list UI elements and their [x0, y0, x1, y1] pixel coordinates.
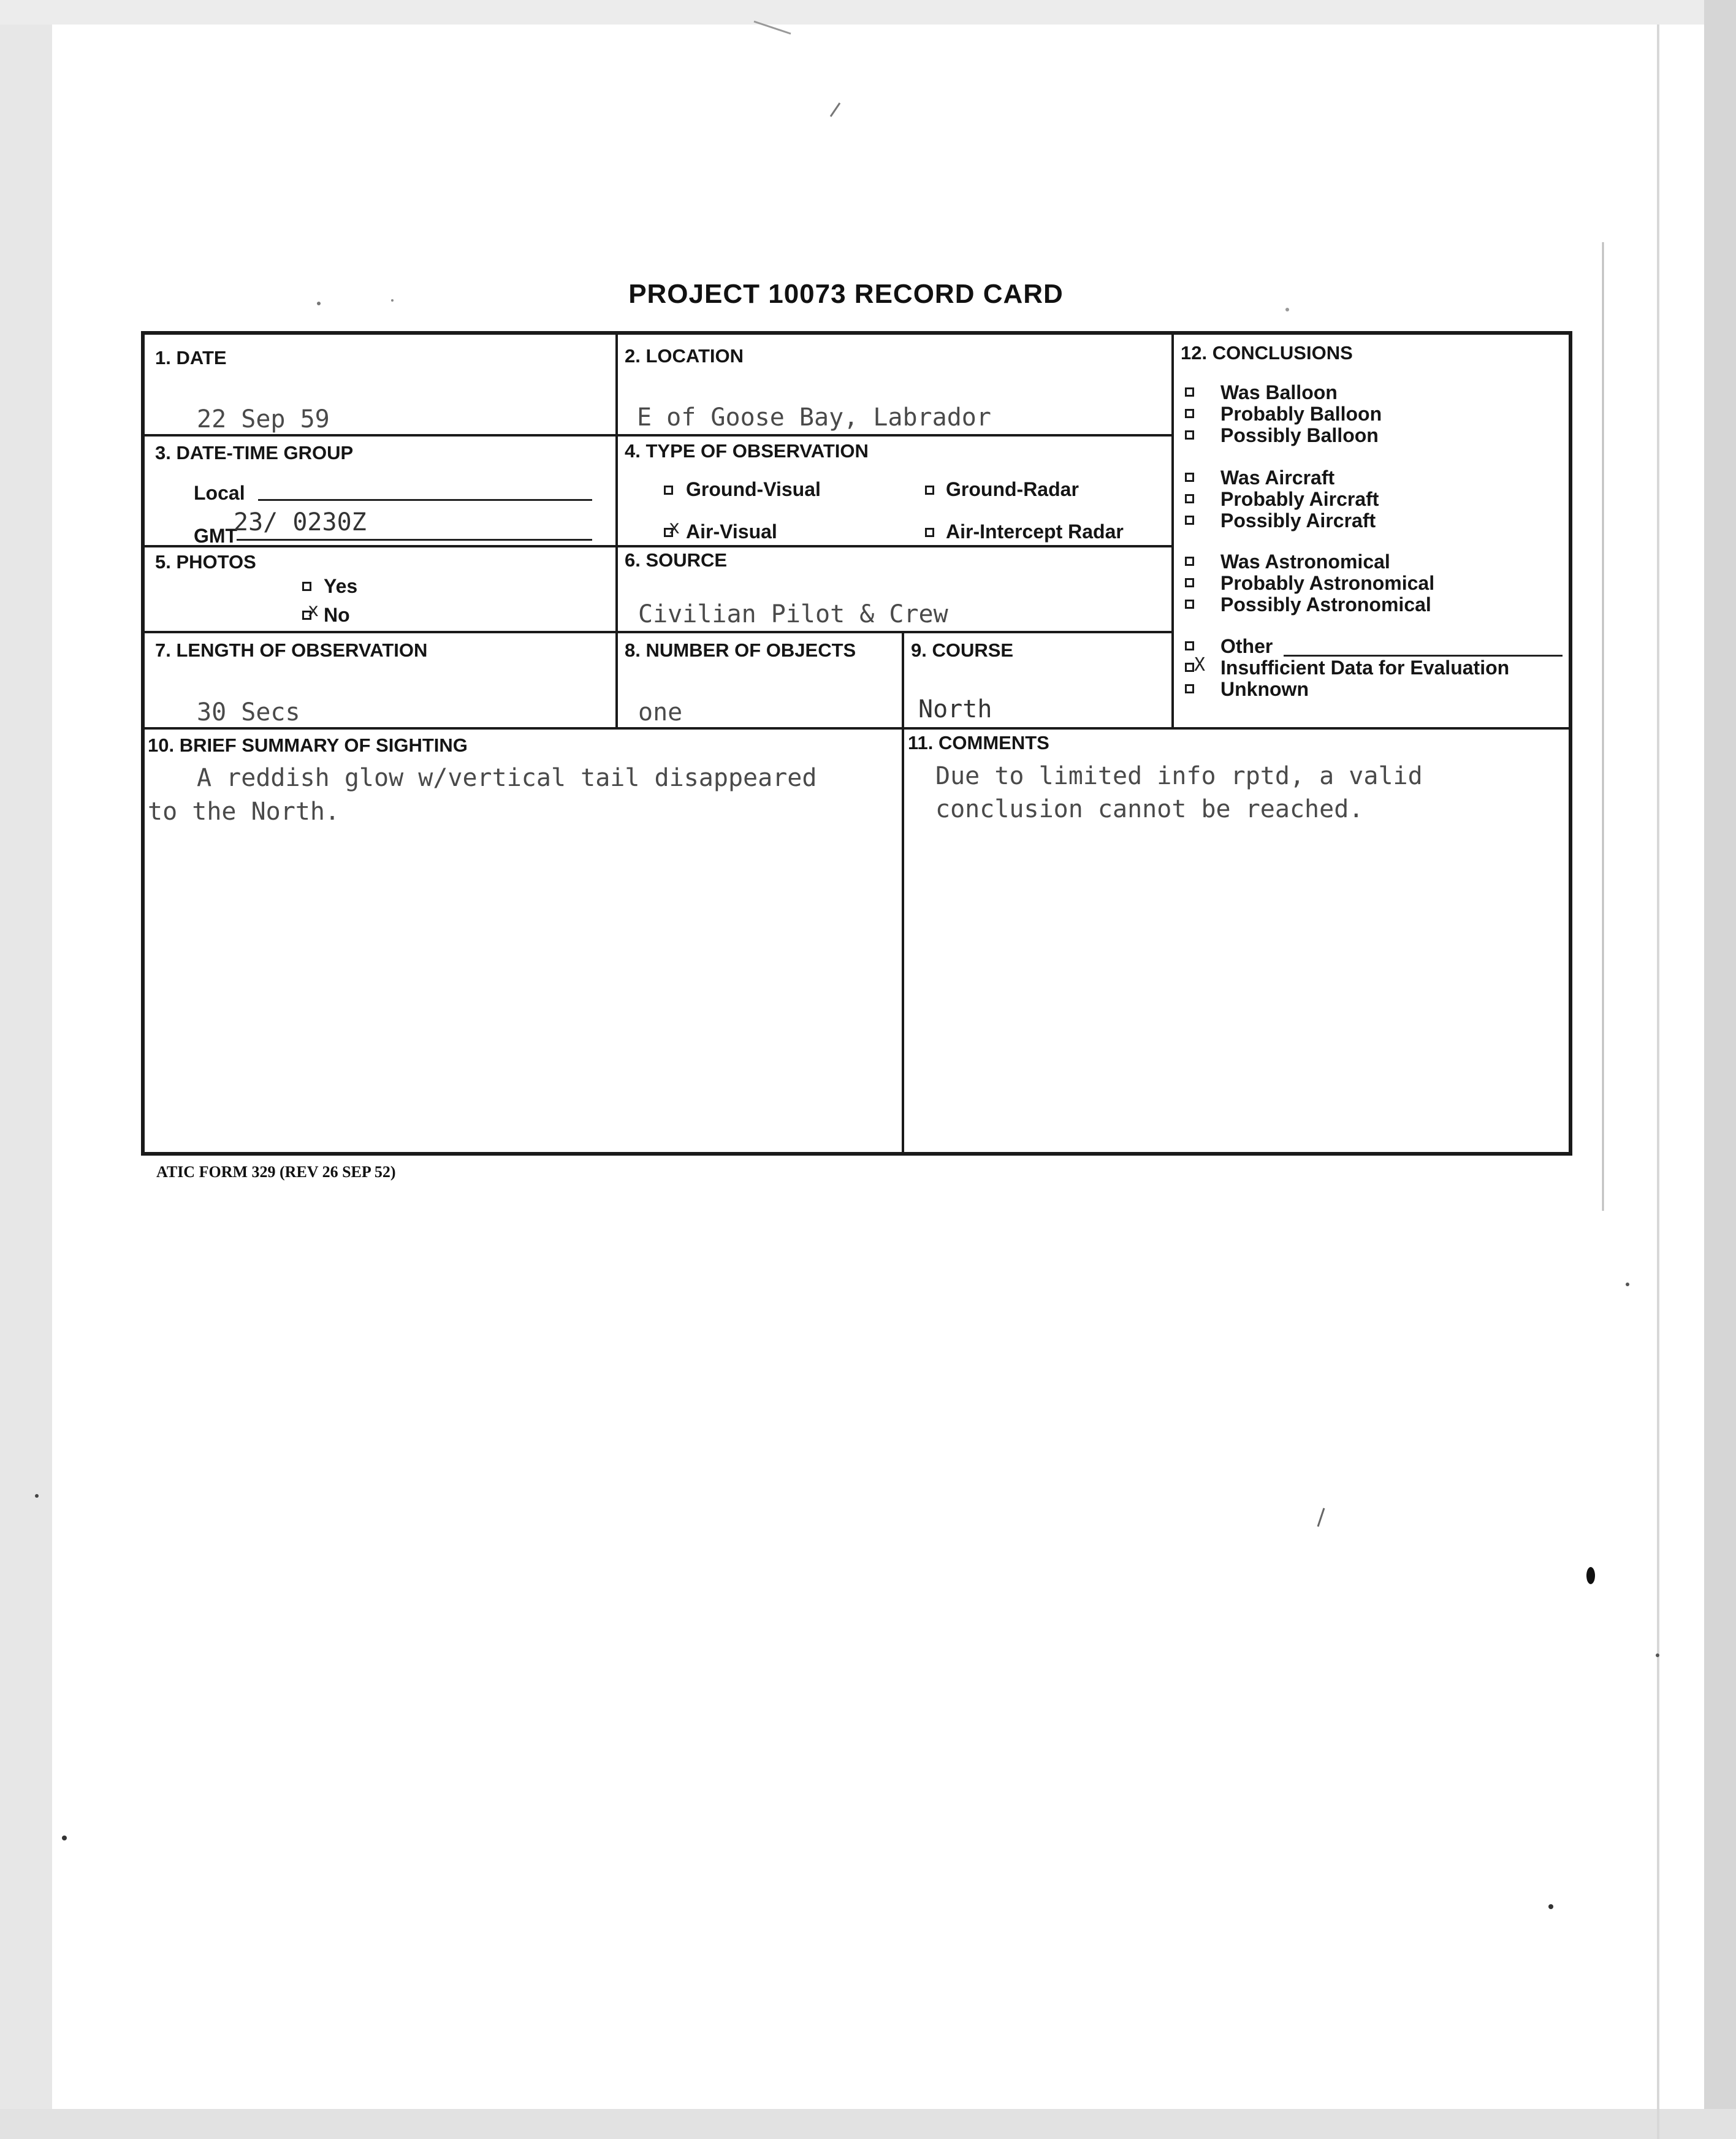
course-label: 9. COURSE	[911, 639, 1014, 661]
was-balloon-checkbox[interactable]	[1185, 387, 1194, 397]
gmt-label: GMT	[194, 525, 238, 547]
air-intercept-radar-checkbox[interactable]	[925, 528, 934, 537]
divider	[145, 727, 1569, 730]
was-astronomical-checkbox[interactable]	[1185, 557, 1194, 566]
divider	[902, 631, 904, 1152]
photos-label: 5. PHOTOS	[155, 551, 256, 573]
probably-astronomical-label: Probably Astronomical	[1220, 572, 1435, 594]
local-label: Local	[194, 482, 245, 504]
possibly-balloon-label: Possibly Balloon	[1220, 424, 1379, 446]
possibly-astronomical-label: Possibly Astronomical	[1220, 593, 1431, 616]
ground-visual-checkbox[interactable]	[664, 486, 673, 495]
ground-visual-label: Ground-Visual	[686, 478, 821, 500]
number-of-objects-value: one	[638, 698, 683, 726]
length-value: 30 Secs	[197, 698, 300, 726]
other-checkbox[interactable]	[1185, 641, 1194, 650]
summary-line-2: to the North.	[148, 798, 340, 826]
divider	[1171, 335, 1174, 727]
probably-astronomical-checkbox[interactable]	[1185, 578, 1194, 587]
probably-aircraft-checkbox[interactable]	[1185, 494, 1194, 503]
was-aircraft-label: Was Aircraft	[1220, 467, 1335, 489]
air-visual-check-mark: x	[669, 517, 680, 538]
course-value: North	[918, 695, 992, 723]
insufficient-data-checkbox[interactable]	[1185, 663, 1194, 672]
date-time-group-label: 3. DATE-TIME GROUP	[155, 442, 354, 463]
insufficient-data-label: Insufficient Data for Evaluation	[1220, 657, 1510, 679]
divider	[145, 434, 1171, 437]
ground-radar-checkbox[interactable]	[925, 486, 934, 495]
other-label: Other	[1220, 635, 1273, 657]
comments-label: 11. COMMENTS	[908, 732, 1049, 753]
photos-no-label: No	[324, 604, 350, 626]
card-title: PROJECT 10073 RECORD CARD	[628, 279, 1064, 309]
number-of-objects-label: 8. NUMBER OF OBJECTS	[625, 639, 856, 661]
was-balloon-label: Was Balloon	[1220, 381, 1338, 403]
photos-yes-label: Yes	[324, 575, 358, 597]
possibly-astronomical-checkbox[interactable]	[1185, 600, 1194, 609]
source-label: 6. SOURCE	[625, 549, 728, 571]
source-value: Civilian Pilot & Crew	[638, 600, 948, 628]
date-value: 22 Sep 59	[197, 405, 330, 433]
possibly-aircraft-checkbox[interactable]	[1185, 516, 1194, 525]
insufficient-data-check-mark: X	[1194, 654, 1206, 676]
possibly-balloon-checkbox[interactable]	[1185, 430, 1194, 440]
divider	[145, 631, 1171, 633]
observation-type-label: 4. TYPE OF OBSERVATION	[625, 440, 869, 462]
summary-label: 10. BRIEF SUMMARY OF SIGHTING	[148, 734, 468, 756]
was-aircraft-checkbox[interactable]	[1185, 473, 1194, 482]
probably-balloon-checkbox[interactable]	[1185, 409, 1194, 418]
gmt-value: 23/ 0230Z	[234, 508, 367, 536]
location-value: E of Goose Bay, Labrador	[637, 403, 991, 432]
comments-line-1: Due to limited info rptd, a valid	[935, 762, 1423, 790]
summary-line-1: A reddish glow w/vertical tail disappeared	[197, 764, 817, 792]
unknown-label: Unknown	[1220, 678, 1309, 700]
divider	[615, 335, 618, 727]
photos-yes-checkbox[interactable]	[302, 582, 311, 591]
local-underline	[258, 499, 592, 501]
air-intercept-radar-label: Air-Intercept Radar	[946, 520, 1124, 543]
was-astronomical-label: Was Astronomical	[1220, 551, 1390, 573]
location-label: 2. LOCATION	[625, 345, 744, 367]
form-footer: ATIC FORM 329 (REV 26 SEP 52)	[156, 1163, 396, 1181]
probably-balloon-label: Probably Balloon	[1220, 403, 1382, 425]
record-card	[141, 331, 1572, 1156]
gmt-underline	[237, 539, 592, 541]
air-visual-label: Air-Visual	[686, 520, 777, 543]
unknown-checkbox[interactable]	[1185, 684, 1194, 693]
length-label: 7. LENGTH OF OBSERVATION	[155, 639, 428, 661]
ground-radar-label: Ground-Radar	[946, 478, 1079, 500]
possibly-aircraft-label: Possibly Aircraft	[1220, 509, 1376, 532]
conclusions-label: 12. CONCLUSIONS	[1181, 342, 1353, 364]
probably-aircraft-label: Probably Aircraft	[1220, 488, 1379, 510]
comments-line-2: conclusion cannot be reached.	[935, 795, 1364, 823]
divider	[145, 545, 1171, 547]
date-label: 1. DATE	[155, 347, 227, 368]
photos-no-check-mark: x	[308, 600, 319, 621]
